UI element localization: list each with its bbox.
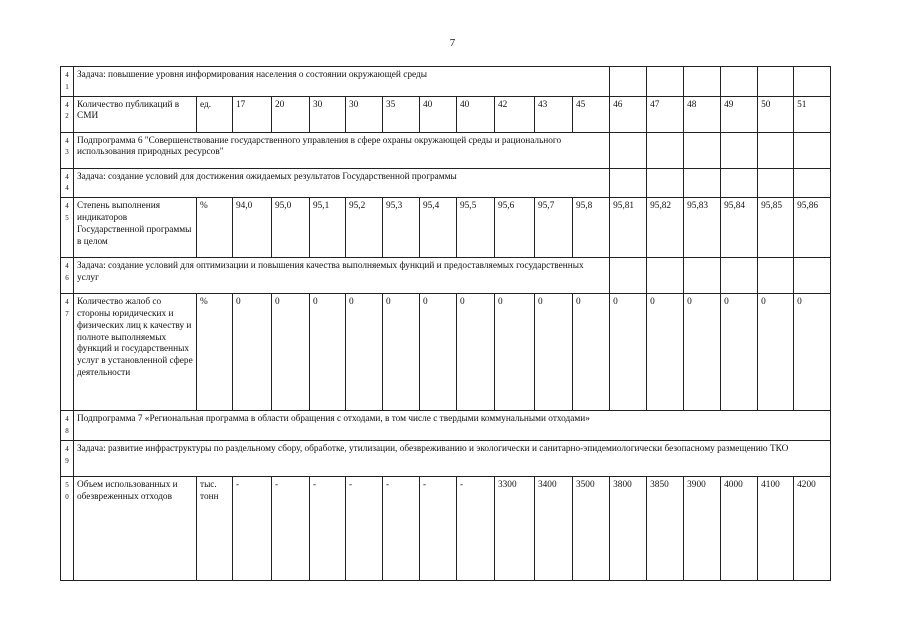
value-cell: 48: [684, 96, 721, 132]
value-cell: -: [272, 476, 310, 580]
empty-cell: [794, 67, 831, 97]
value-cell: 49: [721, 96, 758, 132]
value-cell: 95,85: [758, 198, 794, 258]
indicator-name: Количество жалоб со стороны юридических и физических лиц к качеству и полноте выполняемых функций и государственных услуг в установленной сфере деятельности: [74, 294, 197, 411]
row-number: 46: [61, 258, 74, 294]
row-number: 49: [61, 440, 74, 476]
unit-cell: %: [197, 198, 233, 258]
empty-cell: [610, 258, 647, 294]
empty-cell: [721, 168, 758, 198]
value-cell: 30: [310, 96, 346, 132]
value-cell: -: [420, 476, 457, 580]
indicator-name: Степень выполнения индикаторов Государственной программы в целом: [74, 198, 197, 258]
value-cell: 3400: [535, 476, 573, 580]
value-cell: 0: [495, 294, 535, 411]
table-row: [61, 440, 831, 476]
empty-cell: [721, 132, 758, 168]
indicator-name: Количество публикаций в СМИ: [74, 96, 197, 132]
value-cell: -: [383, 476, 420, 580]
value-cell: 95,84: [721, 198, 758, 258]
empty-cell: [758, 168, 794, 198]
value-cell: 0: [233, 294, 272, 411]
section-text: Подпрограмма 6 "Совершенствование государственного управления в сфере охраны окружающей среды и рационального использования природных ресурсов": [74, 132, 610, 168]
value-cell: -: [310, 476, 346, 580]
row-number: 47: [61, 294, 74, 411]
value-cell: 20: [272, 96, 310, 132]
value-cell: 51: [794, 96, 831, 132]
value-cell: 0: [535, 294, 573, 411]
section-text: Задача: создание условий для оптимизации и повышения качества выполняемых функций и предоставляемых государственных услуг: [74, 258, 610, 294]
value-cell: 95,86: [794, 198, 831, 258]
value-cell: 43: [535, 96, 573, 132]
value-cell: -: [233, 476, 272, 580]
value-cell: 95,2: [346, 198, 383, 258]
value-cell: 95,81: [610, 198, 647, 258]
value-cell: 0: [383, 294, 420, 411]
value-cell: 40: [457, 96, 495, 132]
value-cell: 95,8: [573, 198, 610, 258]
value-cell: 0: [310, 294, 346, 411]
table-row: [61, 132, 831, 168]
section-text: Задача: создание условий для достижения ожидаемых результатов Государственной программы: [74, 168, 610, 198]
value-cell: 3800: [610, 476, 647, 580]
row-number: 44: [61, 168, 74, 198]
value-cell: 0: [794, 294, 831, 411]
row-number: 50: [61, 476, 74, 580]
unit-cell: %: [197, 294, 233, 411]
empty-cell: [647, 132, 684, 168]
value-cell: 47: [647, 96, 684, 132]
value-cell: -: [346, 476, 383, 580]
value-cell: 4000: [721, 476, 758, 580]
empty-cell: [684, 168, 721, 198]
value-cell: 95,1: [310, 198, 346, 258]
value-cell: 95,5: [457, 198, 495, 258]
value-cell: 95,4: [420, 198, 457, 258]
value-cell: 46: [610, 96, 647, 132]
value-cell: 3900: [684, 476, 721, 580]
value-cell: 3300: [495, 476, 535, 580]
empty-cell: [721, 258, 758, 294]
value-cell: 3500: [573, 476, 610, 580]
value-cell: 0: [758, 294, 794, 411]
empty-cell: [794, 132, 831, 168]
row-number: 45: [61, 198, 74, 258]
table-row: [61, 411, 831, 441]
row-number: 42: [61, 96, 74, 132]
section-text: Задача: развитие инфраструктуры по раздельному сбору, обработке, утилизации, обезвреживанию и экологически и санитарно-эпидемиологически безопасному размещению ТКО: [74, 440, 831, 476]
value-cell: 45: [573, 96, 610, 132]
value-cell: -: [457, 476, 495, 580]
value-cell: 95,7: [535, 198, 573, 258]
value-cell: 40: [420, 96, 457, 132]
empty-cell: [721, 67, 758, 97]
empty-cell: [647, 258, 684, 294]
empty-cell: [794, 168, 831, 198]
row-number: 48: [61, 411, 74, 441]
value-cell: 0: [457, 294, 495, 411]
section-text: Подпрограмма 7 «Региональная программа в области обращения с отходами, в том числе с твердыми коммунальными отходами»: [74, 411, 831, 441]
unit-cell: ед.: [197, 96, 233, 132]
page-number: 7: [449, 37, 456, 49]
value-cell: 3850: [647, 476, 684, 580]
table-row: [61, 476, 831, 580]
value-cell: 50: [758, 96, 794, 132]
table-row: [61, 96, 831, 132]
empty-cell: [610, 168, 647, 198]
table-row: [61, 198, 831, 258]
value-cell: 0: [346, 294, 383, 411]
value-cell: 30: [346, 96, 383, 132]
empty-cell: [684, 132, 721, 168]
value-cell: 95,82: [647, 198, 684, 258]
value-cell: 94,0: [233, 198, 272, 258]
row-number: 41: [61, 67, 74, 97]
empty-cell: [684, 258, 721, 294]
table-row: [61, 168, 831, 198]
value-cell: 95,0: [272, 198, 310, 258]
value-cell: 0: [647, 294, 684, 411]
value-cell: 4100: [758, 476, 794, 580]
value-cell: 0: [684, 294, 721, 411]
empty-cell: [610, 67, 647, 97]
value-cell: 0: [721, 294, 758, 411]
table-row: [61, 258, 831, 294]
indicator-name: Объем использованных и обезвреженных отходов: [74, 476, 197, 580]
empty-cell: [647, 168, 684, 198]
value-cell: 95,83: [684, 198, 721, 258]
value-cell: 4200: [794, 476, 831, 580]
section-text: Задача: повышение уровня информирования населения о состоянии окружающей среды: [74, 67, 610, 97]
empty-cell: [758, 67, 794, 97]
row-number: 43: [61, 132, 74, 168]
value-cell: 95,3: [383, 198, 420, 258]
table-row: [61, 294, 831, 411]
empty-cell: [684, 67, 721, 97]
value-cell: 95,6: [495, 198, 535, 258]
value-cell: 0: [420, 294, 457, 411]
table-row: [61, 67, 831, 97]
value-cell: 0: [272, 294, 310, 411]
indicators-table: [60, 66, 831, 581]
value-cell: 0: [573, 294, 610, 411]
value-cell: 0: [610, 294, 647, 411]
empty-cell: [610, 132, 647, 168]
value-cell: 35: [383, 96, 420, 132]
unit-cell: тыс. тонн: [197, 476, 233, 580]
value-cell: 17: [233, 96, 272, 132]
value-cell: 42: [495, 96, 535, 132]
empty-cell: [647, 67, 684, 97]
empty-cell: [794, 258, 831, 294]
empty-cell: [758, 132, 794, 168]
empty-cell: [758, 258, 794, 294]
